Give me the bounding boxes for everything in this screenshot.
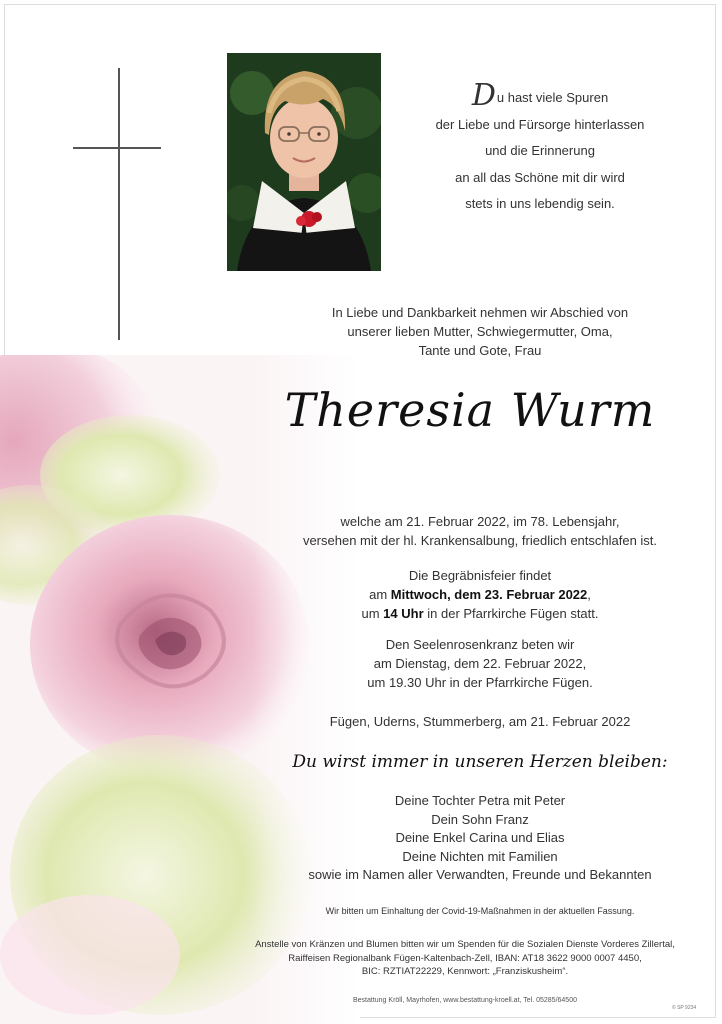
rosary-info [270,635,690,692]
family-line-3: Deine Enkel Carina und Elias [395,830,565,845]
rosary-line-2: am Dienstag, dem 22. Februar 2022, [373,656,587,671]
print-code: © SP 9234 [672,1005,697,1011]
place-date: Fügen, Uderns, Stummerberg, am 21. Februar 2022 [329,714,631,729]
funeral-line-3-post: in der Pfarrkirche Fügen statt. [423,606,599,621]
funeral-home-info: Bestattung Kröll, Mayrhofen, www.bestattung-kroell.at, Tel. 05285/64500 [352,997,577,1004]
family-list [270,792,690,885]
poem-line-4: an all das Schöne mit dir wird [455,169,625,185]
poem-line-1-text: u hast viele Spuren [496,90,609,105]
funeral-info [270,566,690,623]
farewell-line-1: In Liebe und Dankbarkeit nehmen wir Abschied von [331,305,629,320]
portrait-illustration [227,53,381,271]
poem-line-1 [471,78,609,113]
poem [400,78,680,218]
death-notice [270,512,690,550]
poem-line-5: stets in uns lebendig sein. [465,196,615,211]
family-line-2: Dein Sohn Franz [431,811,529,827]
funeral-time: 14 Uhr [383,606,424,621]
funeral-date: Mittwoch, dem 23. Februar 2022 [390,587,588,602]
poem-line-2: der Liebe und Fürsorge hinterlassen [435,116,645,132]
funeral-line-2-pre: am [369,587,391,602]
covid-note: Wir bitten um Einhaltung der Covid-19-Maßnahmen in der aktuellen Fassung. [325,906,635,916]
farewell-text [280,303,680,360]
poem-initial: D [471,78,496,113]
cross-vertical-bar [118,68,120,340]
funeral-line-1: Die Begräbnisfeier findet [408,568,552,583]
cross-horizontal-bar [73,147,161,149]
rosary-line-3: um 19.30 Uhr in der Pfarrkirche Fügen. [367,675,593,690]
farewell-line-2: unserer lieben Mutter, Schwiegermutter, Oma, [347,324,613,339]
rosary-line-1: Den Seelenrosenkranz beten wir [385,637,575,652]
funeral-line-2 [369,587,591,602]
deceased-name: Theresia Wurm [284,383,656,437]
funeral-line-2-post: , [587,587,591,602]
death-line-1: welche am 21. Februar 2022, im 78. Lebensjahr, [340,514,620,529]
funeral-line-3 [362,606,599,621]
donation-line-1: Anstelle von Kränzen und Blumen bitten wir um Spenden für die Sozialen Dienste Vorderes Zillertal, [255,939,675,950]
donation-line-3: BIC: RZTIAT22229, Kennwort: „Franziskusheim“. [361,966,569,977]
farewell-line-3: Tante und Gote, Frau [418,343,542,358]
portrait-photo [227,53,381,271]
poem-line-3: und die Erinnerung [485,143,595,158]
death-line-2: versehen mit der hl. Krankensalbung, friedlich entschlafen ist. [302,533,658,548]
donation-note [230,938,700,979]
family-line-4: Deine Nichten mit Familien [402,848,558,864]
donation-line-2: Raiffeisen Regionalbank Fügen-Kaltenbach-Zell, IBAN: AT18 3622 9000 0007 4450, [288,952,642,964]
funeral-line-3-pre: um [361,606,384,621]
motto: Du wirst immer in unseren Herzen bleiben: [292,752,668,772]
family-line-1: Deine Tochter Petra mit Peter [394,793,566,808]
family-line-5: sowie im Namen aller Verwandten, Freunde und Bekannten [308,867,652,882]
